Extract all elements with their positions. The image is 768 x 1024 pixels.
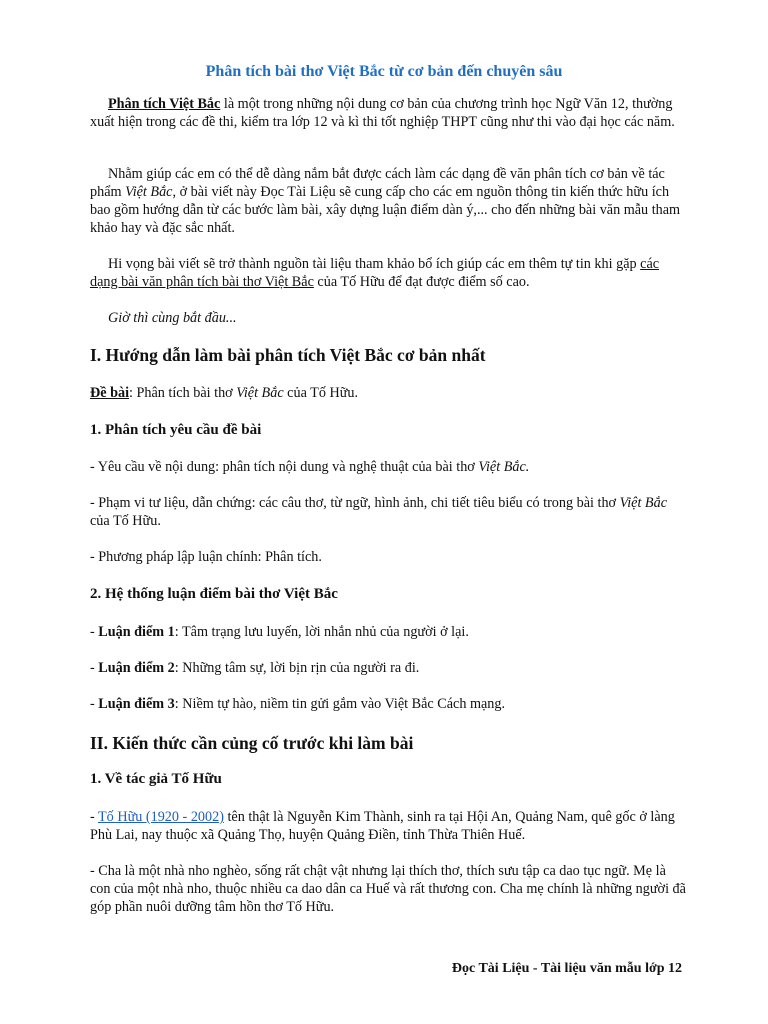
requirement-item-1-italic: Việt Bắc. bbox=[478, 459, 530, 475]
intro-paragraph-2 bbox=[90, 165, 688, 237]
requirement-item-1 bbox=[90, 458, 688, 476]
debai-text-a: : Phân tích bài thơ bbox=[129, 385, 237, 401]
argument-point-2: - Luận điểm 2: Những tâm sự, lời bịn rịn của người ra đi. bbox=[90, 660, 420, 676]
document-title: Phân tích bài thơ Việt Bắc từ cơ bản đến chuyên sâu bbox=[205, 63, 563, 80]
debai-text-b: của Tố Hữu. bbox=[283, 385, 359, 401]
debai-italic: Việt Bắc bbox=[236, 385, 284, 401]
argument-point-3-label: Luận điểm 3 bbox=[98, 696, 175, 712]
argument-point-2-label: Luận điểm 2 bbox=[98, 660, 175, 676]
author-paragraph-1: - Tố Hữu (1920 - 2002) tên thật là Nguyễn Kim Thành, sinh ra tại Hội An, Quảng Nam, quê gốc ở làng Phù Lai, nay thuộc xã Quảng Thọ, huyện Quảng Điền, tỉnh Thừa Thiên Huế. bbox=[90, 809, 675, 843]
requirement-item-2 bbox=[90, 494, 688, 530]
intro-paragraph-1 bbox=[90, 95, 688, 131]
section2-heading: II. Kiến thức cần củng cố trước khi làm bài bbox=[90, 733, 414, 753]
intro-paragraph-3-text-a: Hi vọng bài viết sẽ trở thành nguồn tài liệu tham khảo bổ ích giúp các em thêm tự tin khi gặp bbox=[108, 256, 641, 272]
intro-keyword: Phân tích Việt Bắc bbox=[108, 96, 221, 112]
intro-paragraph-4: Giờ thì cùng bắt đầu... bbox=[108, 310, 237, 326]
intro-paragraph-3 bbox=[90, 255, 688, 291]
requirement-item-3: - Phương pháp lập luận chính: Phân tích. bbox=[90, 549, 322, 565]
debai-label: Đề bài bbox=[90, 385, 130, 401]
author-link[interactable]: Tố Hữu (1920 - 2002) bbox=[98, 809, 224, 825]
author-paragraph-2: - Cha là một nhà nho nghèo, sống rất chật vật nhưng lại thích thơ, thích sưu tập ca dao tục ngữ. Mẹ là con của một nhà nho, thuộc nhiều ca dao dân ca Huế và rất thương con. Cha mẹ chính là những người đã góp phần nuôi dưỡng tâm hồn thơ Tố Hữu. bbox=[90, 863, 686, 915]
intro-article-link[interactable]: các dạng bài văn phân tích bài thơ Việt Bắc bbox=[90, 256, 660, 290]
author-paragraph-1-text: tên thật là Nguyễn Kim Thành, sinh ra tại Hội An, Quảng Nam, quê gốc ở làng Phù Lai, nay thuộc xã Quảng Thọ, huyện Quảng Điền, tỉnh Thừa Thiên Huế. bbox=[90, 809, 675, 843]
argument-point-3: - Luận điểm 3: Niềm tự hào, niềm tin gửi gắm vào Việt Bắc Cách mạng. bbox=[90, 696, 506, 712]
intro-paragraph-2-italic: Việt Bắc bbox=[125, 184, 173, 200]
requirement-item-2-text-b: của Tố Hữu. bbox=[90, 513, 161, 529]
section2-sub1-heading: 1. Về tác giả Tố Hữu bbox=[90, 771, 222, 787]
argument-point-2-text: : Những tâm sự, lời bịn rịn của người ra đi. bbox=[174, 660, 420, 676]
argument-point-3-text: : Niềm tự hào, niềm tin gửi gắm vào Việt Bắc Cách mạng. bbox=[174, 696, 506, 712]
debai-paragraph bbox=[90, 384, 688, 402]
intro-paragraph-3-text-b: của Tố Hữu để đạt được điểm số cao. bbox=[313, 274, 530, 290]
argument-point-1-text: : Tâm trạng lưu luyến, lời nhắn nhủ của người ở lại. bbox=[174, 624, 469, 640]
intro-paragraph-2-text-b: , ở bài viết này Đọc Tài Liệu sẽ cung cấp cho các em nguồn thông tin kiến thức hữu ích bao gồm hướng dẫn từ các bước làm bài, xây dựng luận điểm dàn ý,... cho đến những bài văn mẫu tham khảo hay và đặc sắc nhất. bbox=[90, 184, 681, 236]
argument-point-1: - Luận điểm 1: Tâm trạng lưu luyến, lời nhắn nhủ của người ở lại. bbox=[90, 624, 469, 640]
page-footer: Đọc Tài Liệu - Tài liệu văn mẫu lớp 12 bbox=[451, 961, 682, 976]
requirement-item-2-italic: Việt Bắc bbox=[619, 495, 667, 511]
section1-heading: I. Hướng dẫn làm bài phân tích Việt Bắc cơ bản nhất bbox=[90, 345, 486, 365]
section1-sub2-heading: 2. Hệ thống luận điểm bài thơ Việt Bắc bbox=[90, 586, 338, 602]
argument-point-1-label: Luận điểm 1 bbox=[98, 624, 175, 640]
requirement-item-2-text-a: - Phạm vi tư liệu, dẫn chứng: các câu thơ, từ ngữ, hình ảnh, chi tiết tiêu biểu có trong bài thơ bbox=[90, 495, 620, 511]
intro-paragraph-1-text: là một trong những nội dung cơ bản của chương trình học Ngữ Văn 12, thường xuất hiện trong các đề thi, kiểm tra lớp 12 và kì thi tốt nghiệp THPT cũng như thi vào đại học các năm. bbox=[90, 96, 675, 130]
section1-sub1-heading: 1. Phân tích yêu cầu đề bài bbox=[90, 422, 262, 438]
intro-paragraph-2-text-a: Nhằm giúp các em có thể dễ dàng nắm bắt được cách làm các dạng đề văn phân tích cơ bản về tác phẩm bbox=[90, 166, 665, 200]
requirement-item-1-text: - Yêu cầu về nội dung: phân tích nội dung và nghệ thuật của bài thơ bbox=[90, 459, 479, 475]
